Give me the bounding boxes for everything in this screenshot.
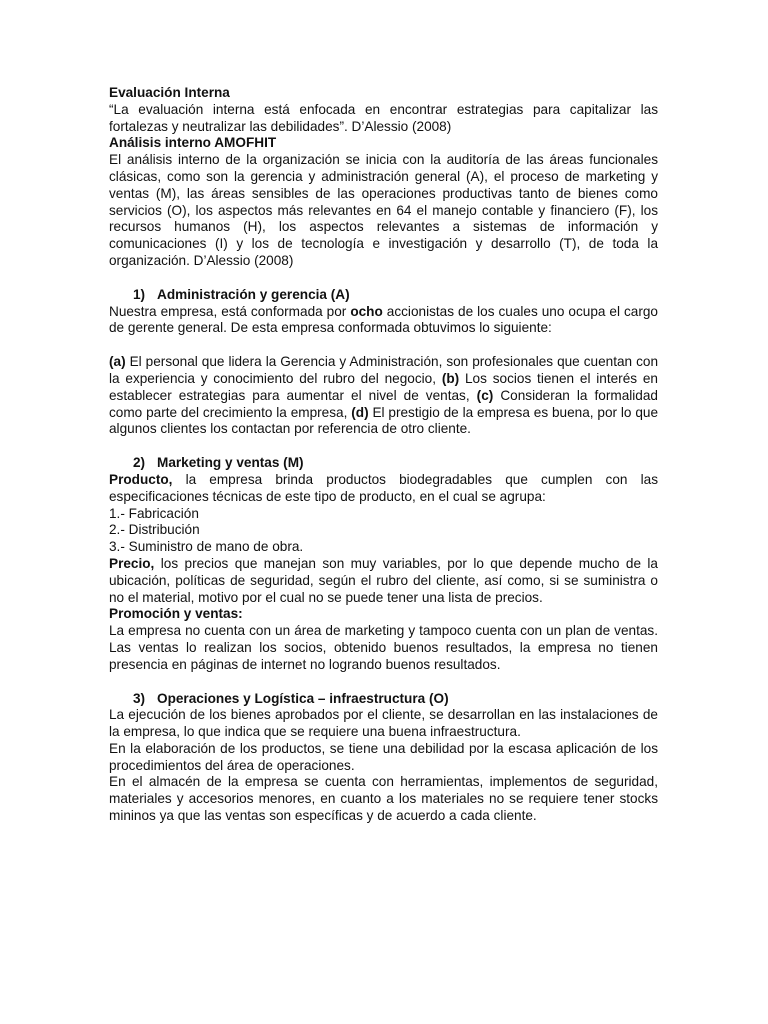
section-number: 3) bbox=[133, 690, 146, 706]
spacer bbox=[109, 337, 658, 354]
point-text: Consideran la formalidad como parte del crecimiento la empresa, bbox=[109, 387, 658, 420]
section-title: Marketing y ventas (M) bbox=[157, 455, 304, 471]
promotion-paragraph: La empresa no cuenta con un área de marketing y tampoco cuenta con un plan de ventas. Las ventas lo realizan los socios, obtenido buenos resultados, la empresa no tienen presencia en páginas de internet no logrando buenos resultados. bbox=[109, 623, 658, 672]
point-text: Los socios tienen el interés en establecer estrategias para aumentar el nivel de ventas, bbox=[109, 370, 658, 403]
price-paragraph bbox=[109, 556, 658, 606]
point-text: El prestigio de la empresa es buena, por lo que algunos clientes los contactan por referencia de otro cliente. bbox=[109, 404, 659, 437]
point-label: (b) bbox=[441, 370, 460, 386]
subtitle: Análisis interno AMOFHIT bbox=[109, 135, 277, 151]
text-run: los precios que manejan son muy variables, por lo que depende mucho de la ubicación, políticas de seguridad, según el rubro del cliente, así como, si se suministra o no el material, motivo por el cual no se puede tener una lista de precios. bbox=[109, 555, 658, 605]
section-number: 2) bbox=[133, 455, 146, 471]
product-paragraph bbox=[109, 472, 658, 506]
promotion-label: Promoción y ventas: bbox=[109, 606, 243, 622]
text-run: la empresa brinda productos biodegradables que cumplen con las especificaciones técnicas de este tipo de producto, en el cual se agrupa: bbox=[109, 471, 658, 504]
point-text: El personal que lidera la Gerencia y Administración, son profesionales que cuentan con la experiencia y conocimiento del rubro del negocio, bbox=[109, 354, 658, 386]
spacer bbox=[109, 270, 658, 287]
spacer bbox=[109, 674, 658, 691]
bold-label: Precio, bbox=[109, 555, 155, 571]
text-run: accionistas de los cuales uno ocupa el cargo de gerente general. De esta empresa conformada obtuvimos lo siguiente: bbox=[109, 303, 658, 336]
text-run: Nuestra empresa, está conformada por bbox=[109, 303, 351, 319]
section-1-heading bbox=[109, 287, 658, 304]
section-title: Administración y gerencia (A) bbox=[157, 286, 350, 302]
operations-paragraph-1: La ejecución de los bienes aprobados por el cliente, se desarrollan en las instalaciones de la empresa, lo que indica que se requiere una buena infraestructura. bbox=[109, 707, 658, 740]
list-item: 1.- Fabricación bbox=[109, 505, 199, 521]
operations-paragraph-2: En la elaboración de los productos, se tiene una debilidad por la escasa aplicación de los procedimientos del área de operaciones. bbox=[109, 740, 658, 773]
intro-paragraph: El análisis interno de la organización se inicia con la auditoría de las áreas funcionales clásicas, como son la gerencia y administración general (A), el proceso de marketing y ventas (M), las áreas sensibles de las operaciones productivas tanto de bienes como servicios (O), los aspectos más relevantes en 64 el manejo contable y financiero (F), los recursos humanos (H), los aspectos relevantes a sistemas de información y comunicaciones (I) y los de tecnología e investigación y desarrollo (T), de toda la organización. D’Alessio (2008) bbox=[109, 152, 658, 268]
section-3-heading bbox=[109, 691, 658, 708]
section-1-points bbox=[109, 354, 658, 438]
list-item: 3.- Suministro de mano de obra. bbox=[109, 539, 304, 555]
list-item: 2.- Distribución bbox=[109, 522, 200, 538]
point-label: (c) bbox=[476, 387, 494, 403]
section-1-paragraph bbox=[109, 304, 658, 338]
point-label: (a) bbox=[109, 354, 126, 370]
section-2-heading bbox=[109, 455, 658, 472]
bold-text: ocho bbox=[350, 303, 383, 319]
section-number: 1) bbox=[133, 286, 146, 302]
spacer bbox=[109, 438, 658, 455]
bold-label: Producto, bbox=[109, 471, 173, 487]
page-title: Evaluación Interna bbox=[109, 85, 230, 100]
section-title: Operaciones y Logística – infraestructura (O) bbox=[157, 690, 449, 706]
operations-paragraph-3: En el almacén de la empresa se cuenta con herramientas, implementos de seguridad, materiales y accesorios menores, en cuanto a los materiales no se requiere tener stocks mininos ya que las ventas son específicas y de acuerdo a cada cliente. bbox=[109, 774, 658, 824]
quote-paragraph: “La evaluación interna está enfocada en encontrar estrategias para capitalizar las fortalezas y neutralizar las debilidades”. D’Alessio (2008) bbox=[109, 101, 658, 134]
point-label: (d) bbox=[351, 404, 369, 420]
